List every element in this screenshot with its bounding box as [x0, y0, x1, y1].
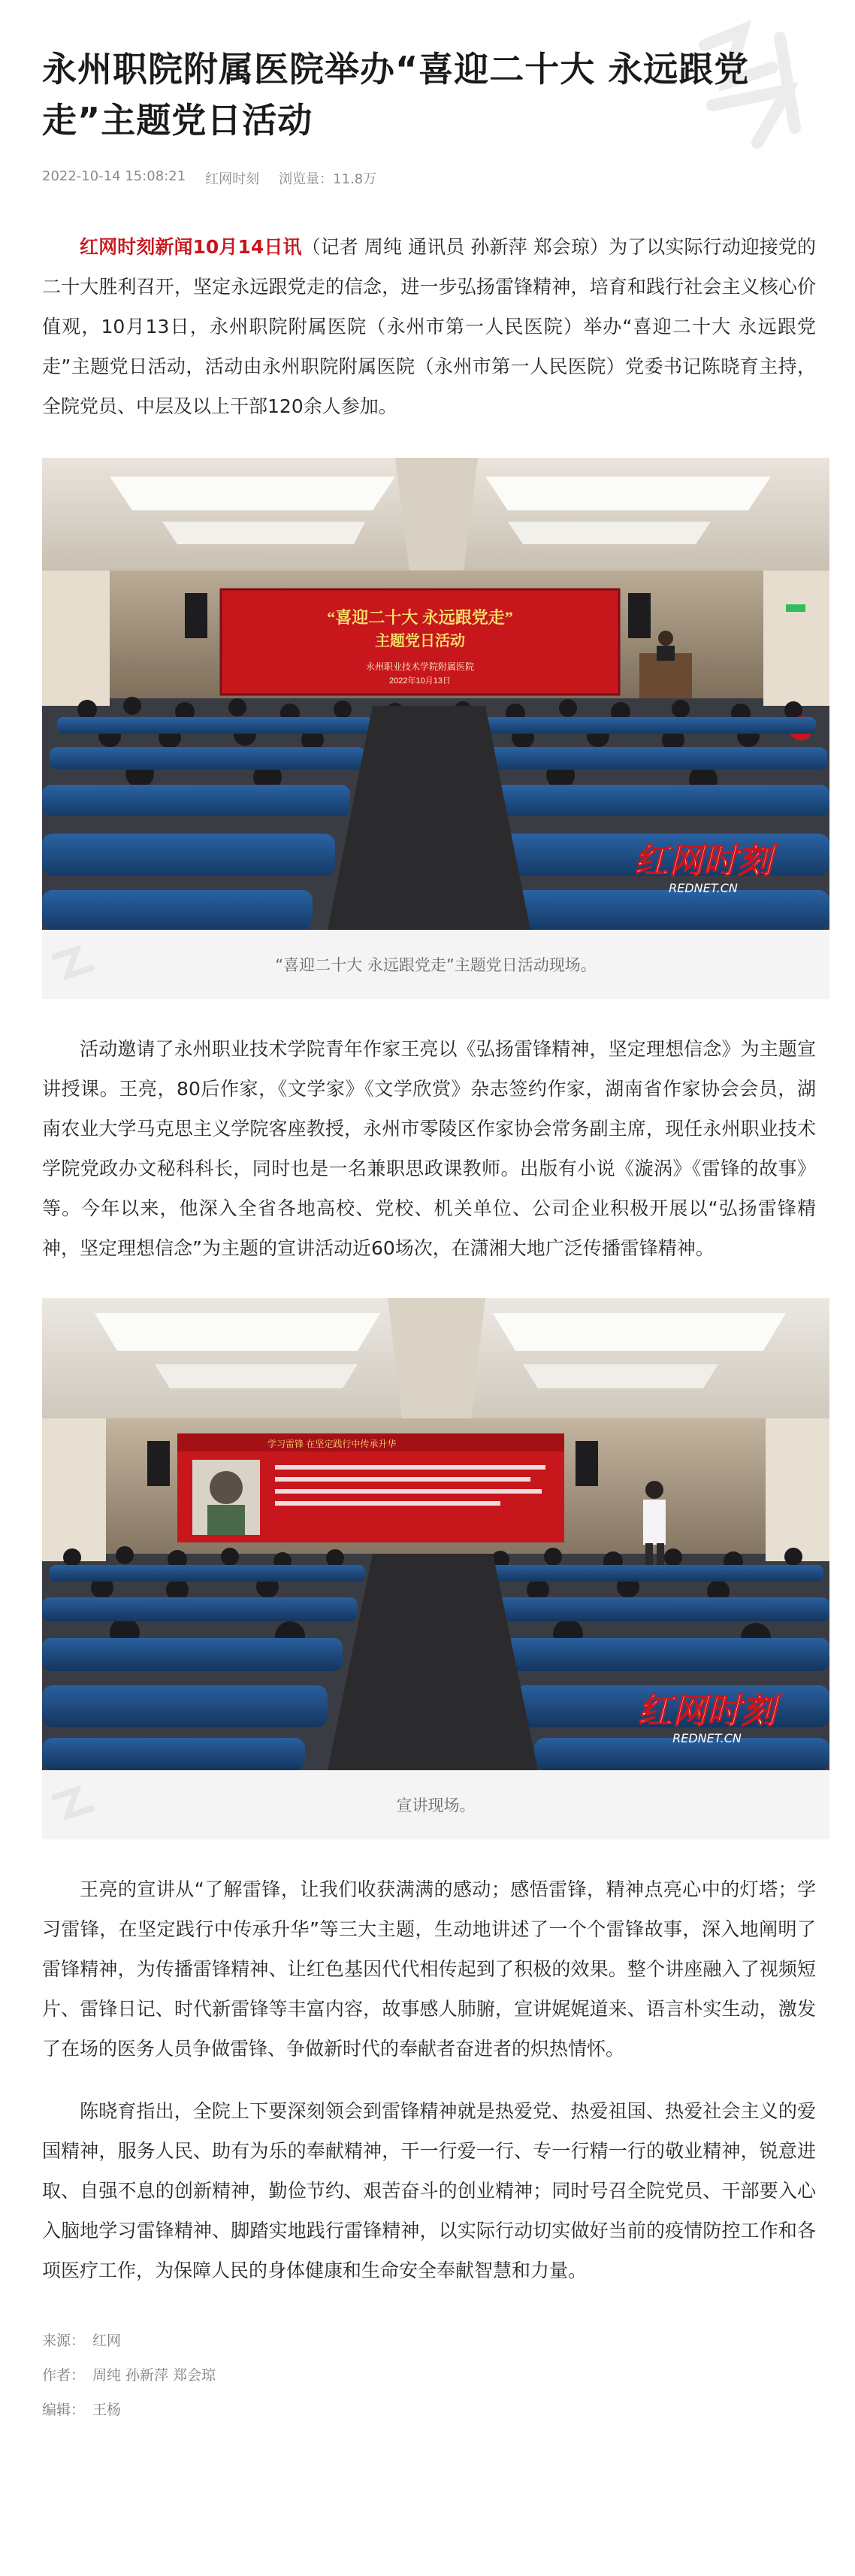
footer-editor-value: 王杨	[92, 2402, 122, 2418]
figure-1-caption: “喜迎二十大 永远跟党走”主题党日活动现场。	[275, 956, 597, 974]
lead-label: 红网时刻新闻10月14日讯	[80, 236, 302, 258]
logo-text-1: 红网时刻	[634, 840, 772, 881]
paragraph-4: 陈晓育指出，全院上下要深刻领会到雷锋精神就是热爱党、热爱祖国、热爱社会主义的爱国精神，服务人民、助有为乐的奉献精神，干一行爱一行、专一行精一行的敬业精神，锐意进取、自强不息的创新精神，勤俭节约、艰苦奋斗的创业精神；同时号召全院党员、干部要入心入脑地学习雷锋精神、脚踏实地践行雷锋精神，以实际行动切实做好当前的疫情防控工作和各项医疗工作，为保障人民的身体健康和生命安全奉献智慧和力量。	[42, 2100, 816, 2281]
footer-author-label: 作者：	[42, 2367, 86, 2384]
banner-line1: “喜迎二十大 永远跟党走”	[327, 608, 513, 627]
publish-datetime: 2022-10-14 15:08:21	[42, 168, 186, 184]
figure-2	[42, 1298, 829, 1839]
source-link[interactable]: 红网时刻	[205, 171, 260, 187]
logo-sub-1: REDNET.CN	[669, 881, 738, 895]
corner-watermark-icon	[47, 1782, 99, 1835]
footer-editor	[42, 2393, 816, 2427]
article-title: 永州职院附属医院举办“喜迎二十大 永远跟党走”主题党日活动	[42, 49, 750, 141]
event-photo-1	[42, 458, 829, 930]
banner-small: 永州职业技术学院附属医院	[365, 661, 475, 672]
footer-source-value[interactable]: 红网	[92, 2332, 122, 2349]
banner-line2: 主题党日活动	[375, 633, 465, 649]
footer-source-label: 来源：	[42, 2332, 86, 2349]
article-container	[42, 0, 816, 2427]
footer-author	[42, 2358, 816, 2393]
logo-text-2: 红网时刻	[638, 1691, 776, 1731]
article-footer	[42, 2323, 816, 2427]
paragraph-2: 活动邀请了永州职业技术学院青年作家王亮以《弘扬雷锋精神，坚定理想信念》为主题宣讲授课。王亮，80后作家，《文学家》《文学欣赏》杂志签约作家，湖南省作家协会会员，湖南农业大学马克思主义学院客座教授，永州市零陵区作家协会常务副主席，现任永州职业技术学院党政办文秘科科长，同时也是一名兼职思政课教师。出版有小说《漩涡》《雷锋的故事》等。今年以来，他深入全省各地高校、党校、机关单位、公司企业积极开展以“弘扬雷锋精神，坚定理想信念”为主题的宣讲活动近60场次，在潇湘大地广泛传播雷锋精神。	[42, 1038, 816, 1259]
logo-sub-2: REDNET.CN	[672, 1731, 742, 1745]
paragraph-1-text: （记者 周纯 通讯员 孙新萍 郑会琼）为了以实际行动迎接党的二十大胜利召开，坚定永远跟党走的信念，进一步弘扬雷锋精神，培育和践行社会主义核心价值观，10月13日，永州职院附属医院（永州市第一人民医院）举办“喜迎二十大 永远跟党走”主题党日活动，活动由永州职院附属医院（永州市第一人民医院）党委书记陈晓育主持，全院党员、中层及以上干部120余人参加。	[42, 236, 816, 417]
paragraph-1	[42, 227, 816, 426]
banner-date: 2022年10月13日	[389, 677, 451, 686]
figure-2-caption: 宣讲现场。	[396, 1797, 476, 1815]
footer-author-value: 周纯 孙新萍 郑会琼	[92, 2367, 216, 2384]
footer-source	[42, 2323, 816, 2358]
slide-title: 学习雷锋 在坚定践行中传承升华	[267, 1439, 397, 1449]
view-count: 浏览量：11.8万	[279, 171, 377, 187]
paragraph-3: 王亮的宣讲从“了解雷锋，让我们收获满满的感动；感悟雷锋，精神点亮心中的灯塔；学习雷锋，在坚定践行中传承升华”等三大主题，生动地讲述了一个个雷锋故事，深入地阐明了雷锋精神，为传播雷锋精神、让红色基因代代相传起到了积极的效果。整个讲座融入了视频短片、雷锋日记、时代新雷锋等丰富内容，故事感人肺腑，宣讲娓娓道来、语言朴实生动，激发了在场的医务人员争做雷锋、争做新时代的奉献者奋进者的炽热情怀。	[42, 1878, 816, 2060]
corner-watermark-icon	[47, 942, 99, 994]
footer-editor-label: 编辑：	[42, 2402, 86, 2418]
event-photo-2	[42, 1298, 829, 1770]
article-meta	[42, 168, 816, 188]
figure-1	[42, 458, 829, 999]
